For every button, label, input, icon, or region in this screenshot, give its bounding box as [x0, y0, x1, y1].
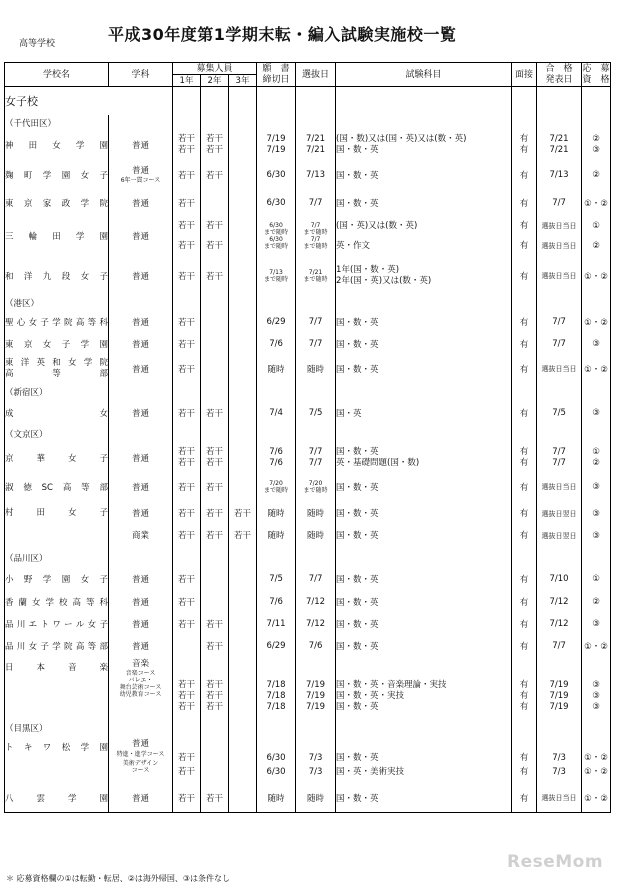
qualification-cell: ①	[582, 567, 611, 591]
qualification-cell: ①・②	[582, 635, 611, 657]
interview-cell: 有	[512, 635, 537, 657]
year2-cell: 若干	[201, 257, 229, 295]
subjects-cell: 国・数・英 国・数・英	[336, 501, 512, 549]
col-interview: 面接	[512, 63, 537, 87]
school-name: 村田女子	[5, 501, 109, 549]
selection-cell: 随時	[296, 785, 336, 813]
selection-cell: 7/21 まで随時	[296, 257, 336, 295]
subjects-cell: 国・数・英	[336, 191, 512, 215]
year1-cell: 若干	[173, 311, 201, 333]
announce-cell: 7/7	[537, 333, 582, 355]
school-type-label: 高等学校	[19, 39, 56, 49]
subjects-cell: 国・数・英	[336, 355, 512, 383]
interview-cell: 有	[512, 591, 537, 613]
school-name: 三輪田学園	[5, 215, 109, 257]
table-row	[5, 737, 611, 785]
table-row	[5, 355, 611, 383]
school-name: 品川女子学院高等部	[5, 635, 109, 657]
school-name: 京華女子	[5, 443, 109, 473]
qualification-cell: ②	[582, 159, 611, 191]
subjects-cell: 国・数・英	[336, 613, 512, 635]
course-cell: 普通	[109, 591, 173, 613]
col-course: 学科	[109, 63, 173, 87]
table-row	[5, 215, 611, 257]
course-cell: 普通	[109, 613, 173, 635]
year2-cell: 若干	[201, 159, 229, 191]
selection-cell: 7/5	[296, 401, 336, 425]
course-cell: 普通	[109, 567, 173, 591]
footnote: ＊ 応募資格欄の①は転勤・転居、②は海外帰国、③は条件なし	[6, 874, 231, 883]
year1-cell: 若干	[173, 785, 201, 813]
school-name: 八雲学園	[5, 785, 109, 813]
course-cell: 普通	[109, 131, 173, 159]
table-row	[5, 613, 611, 635]
selection-cell: 7/13	[296, 159, 336, 191]
selection-cell: 7/3 7/3	[296, 737, 336, 785]
table-row	[5, 657, 611, 719]
course-cell: 普通	[109, 257, 173, 295]
interview-cell: 有	[512, 355, 537, 383]
year2-cell	[201, 737, 229, 785]
year1-cell: 若干 若干	[173, 131, 201, 159]
region-label: （新宿区）	[5, 383, 109, 401]
year3-cell	[229, 215, 257, 257]
year2-cell: 若干 若干	[201, 131, 229, 159]
table-row	[5, 159, 611, 191]
deadline-cell: 7/13 まで随時	[257, 257, 296, 295]
table-row	[5, 131, 611, 159]
interview-cell: 有	[512, 785, 537, 813]
announce-cell: 7/12	[537, 613, 582, 635]
table-row	[5, 311, 611, 333]
subjects-cell: 1年(国・数・英) 2年(国・英)又は(数・英)	[336, 257, 512, 295]
deadline-cell: 7/20 まで随時	[257, 473, 296, 501]
interview-cell: 有	[512, 567, 537, 591]
col-school: 学校名	[5, 63, 109, 87]
announce-cell: 7/19 7/19 7/19	[537, 657, 582, 719]
school-name: 東京家政学院	[5, 191, 109, 215]
table-header	[5, 63, 611, 87]
course-cell: 普通	[109, 635, 173, 657]
selection-cell: 7/7 まで随時 7/7 まで随時	[296, 215, 336, 257]
course-cell: 音楽 音楽コース バレエ・ 舞台芸術コース 幼児教育コース	[109, 657, 173, 719]
col-deadline: 願 書 締切日	[257, 63, 296, 87]
selection-cell: 7/20 まで随時	[296, 473, 336, 501]
subjects-cell: 国・数・英	[336, 333, 512, 355]
subjects-cell: 国・数・英	[336, 159, 512, 191]
announce-cell: 選抜日翌日 選抜日翌日	[537, 501, 582, 549]
school-name: 神田女学園	[5, 131, 109, 159]
deadline-cell: 6/30 6/30	[257, 737, 296, 785]
deadline-cell: 7/5	[257, 567, 296, 591]
table-row	[5, 591, 611, 613]
year3-cell	[229, 355, 257, 383]
selection-cell: 随時 随時	[296, 501, 336, 549]
qualification-cell: ③ ③	[582, 501, 611, 549]
deadline-cell: 7/18 7/18 7/18	[257, 657, 296, 719]
year2-cell: 若干	[201, 635, 229, 657]
course-cell: 普通	[109, 191, 173, 215]
announce-cell: 7/7 7/7	[537, 443, 582, 473]
announce-cell: 7/5	[537, 401, 582, 425]
year2-cell: 若干 若干	[201, 215, 229, 257]
year1-cell: 若干	[173, 159, 201, 191]
school-name: トキワ松学園	[5, 737, 109, 785]
year1-cell: 若干	[173, 613, 201, 635]
qualification-cell: ①・②	[582, 355, 611, 383]
col-year1: 1年	[173, 75, 201, 87]
table-row	[5, 443, 611, 473]
subjects-cell: (国・英)又は(数・英) 英・作文	[336, 215, 512, 257]
course-cell: 普通	[109, 473, 173, 501]
interview-cell: 有 有	[512, 737, 537, 785]
year3-cell	[229, 613, 257, 635]
selection-cell: 7/12	[296, 613, 336, 635]
year1-cell: 若干 若干	[173, 443, 201, 473]
col-qualification: 応 募 資 格	[582, 63, 610, 85]
school-name: 香蘭女学校高等科	[5, 591, 109, 613]
announce-cell: 選抜日当日	[537, 355, 582, 383]
subjects-cell: 国・数・英	[336, 635, 512, 657]
announce-cell: 選抜日当日	[537, 257, 582, 295]
qualification-cell: ①・②	[582, 785, 611, 813]
year3-cell	[229, 311, 257, 333]
announce-cell: 7/3 7/3	[537, 737, 582, 785]
deadline-cell: 6/29	[257, 311, 296, 333]
deadline-cell: 6/30 まで随時 6/30 まで随時	[257, 215, 296, 257]
year3-cell	[229, 737, 257, 785]
course-cell: 普通	[109, 333, 173, 355]
interview-cell: 有	[512, 473, 537, 501]
deadline-cell: 6/29	[257, 635, 296, 657]
announce-cell: 7/12	[537, 591, 582, 613]
selection-cell: 7/6	[296, 635, 336, 657]
course-cell: 普通	[109, 355, 173, 383]
year2-cell	[201, 355, 229, 383]
year1-cell: 若干 若干	[173, 737, 201, 785]
school-name: 麹町学園女子	[5, 159, 109, 191]
col-year3: 3年	[229, 75, 257, 87]
subjects-cell: 国・数・英	[336, 567, 512, 591]
school-name: 小野学園女子	[5, 567, 109, 591]
year3-cell	[229, 191, 257, 215]
year1-cell: 若干	[173, 591, 201, 613]
table-row	[5, 501, 611, 549]
subjects-cell: 国・数・英・音楽理論・実技 国・数・英・実技 国・数・英	[336, 657, 512, 719]
school-name: 聖心女子学院高等科	[5, 311, 109, 333]
subjects-cell: 国・数・英 国・英・美術実技	[336, 737, 512, 785]
year2-cell: 若干	[201, 473, 229, 501]
announce-cell: 選抜日当日 選抜日当日	[537, 215, 582, 257]
region-label: （品川区）	[5, 549, 109, 567]
qualification-cell: ①・②	[582, 191, 611, 215]
year2-cell: 若干 若干	[201, 501, 229, 549]
course-cell: 普通	[109, 443, 173, 473]
col-announce: 合 格 発表日	[537, 63, 582, 87]
interview-cell: 有	[512, 159, 537, 191]
qualification-cell: ②	[582, 591, 611, 613]
school-name: 品川エトワール女子	[5, 613, 109, 635]
page-title: 平成30年度第1学期末転・編入試験実施校一覧	[108, 25, 457, 44]
region-label: （文京区）	[5, 425, 109, 443]
year1-cell: 若干 若干	[173, 501, 201, 549]
table-row	[5, 473, 611, 501]
selection-cell: 7/7 7/7	[296, 443, 336, 473]
subjects-cell: (国・数)又は(国・英)又は(数・英) 国・数・英	[336, 131, 512, 159]
table-row	[5, 401, 611, 425]
year1-cell: 若干	[173, 191, 201, 215]
table-row	[5, 567, 611, 591]
table-row	[5, 635, 611, 657]
announce-cell: 7/21 7/21	[537, 131, 582, 159]
qualification-cell: ①・② ①・②	[582, 737, 611, 785]
year3-cell	[229, 785, 257, 813]
year2-cell	[201, 591, 229, 613]
deadline-cell: 随時	[257, 355, 296, 383]
year2-cell: 若干 若干	[201, 443, 229, 473]
interview-cell: 有 有	[512, 501, 537, 549]
course-cell: 普通 商業	[109, 501, 173, 549]
interview-cell: 有 有	[512, 215, 537, 257]
selection-cell: 7/12	[296, 591, 336, 613]
year3-cell	[229, 443, 257, 473]
qualification-cell: ① ②	[582, 443, 611, 473]
interview-cell: 有 有 有	[512, 657, 537, 719]
qualification-cell: ③	[582, 473, 611, 501]
course-cell: 普通 6年一貫コース	[109, 159, 173, 191]
interview-cell: 有	[512, 191, 537, 215]
deadline-cell: 7/6 7/6	[257, 443, 296, 473]
course-cell: 普通	[109, 311, 173, 333]
region-label: （港区）	[5, 295, 109, 311]
announce-cell: 7/13	[537, 159, 582, 191]
announce-cell: 選抜日当日	[537, 473, 582, 501]
qualification-cell: ③	[582, 613, 611, 635]
school-name: 淑徳SC高等部	[5, 473, 109, 501]
year1-cell: 若干	[173, 567, 201, 591]
deadline-cell: 7/11	[257, 613, 296, 635]
interview-cell: 有	[512, 401, 537, 425]
deadline-cell: 7/6	[257, 591, 296, 613]
announce-cell: 7/7	[537, 191, 582, 215]
year1-cell: 若干	[173, 355, 201, 383]
region-label: （目黒区）	[5, 719, 109, 737]
year2-cell	[201, 191, 229, 215]
course-cell: 普通 特進・進学コース 美術デザイン コース	[109, 737, 173, 785]
selection-cell: 7/7	[296, 191, 336, 215]
selection-cell: 随時	[296, 355, 336, 383]
region-label: （千代田区）	[5, 115, 109, 131]
year3-cell	[229, 657, 257, 719]
year2-cell: 若干	[201, 785, 229, 813]
selection-cell: 7/21 7/21	[296, 131, 336, 159]
interview-cell: 有	[512, 613, 537, 635]
school-name: 成女	[5, 401, 109, 425]
watermark-logo: ReseMom	[507, 852, 604, 872]
qualification-cell: ③	[582, 333, 611, 355]
year2-cell: 若干	[201, 401, 229, 425]
year3-cell	[229, 131, 257, 159]
subjects-cell: 国・数・英	[336, 311, 512, 333]
year3-cell	[229, 635, 257, 657]
interview-cell: 有	[512, 311, 537, 333]
deadline-cell: 6/30	[257, 191, 296, 215]
deadline-cell: 7/4	[257, 401, 296, 425]
selection-cell: 7/7	[296, 333, 336, 355]
table-row	[5, 191, 611, 215]
subjects-cell: 国・数・英	[336, 785, 512, 813]
qualification-cell: ② ③	[582, 131, 611, 159]
subjects-cell: 国・英	[336, 401, 512, 425]
year3-cell: 若干 若干	[229, 501, 257, 549]
year1-cell: 若干 若干 若干	[173, 657, 201, 719]
qualification-cell: ③	[582, 401, 611, 425]
year3-cell	[229, 567, 257, 591]
course-cell: 普通	[109, 215, 173, 257]
qualification-cell: ③ ③ ③	[582, 657, 611, 719]
course-cell: 普通	[109, 785, 173, 813]
year1-cell	[173, 635, 201, 657]
deadline-cell: 7/6	[257, 333, 296, 355]
deadline-cell: 6/30	[257, 159, 296, 191]
col-year2: 2年	[201, 75, 229, 87]
col-selection: 選抜日	[296, 63, 336, 87]
col-subjects: 試験科目	[336, 63, 512, 87]
interview-cell: 有	[512, 257, 537, 295]
year3-cell	[229, 591, 257, 613]
announce-cell: 7/7	[537, 635, 582, 657]
year2-cell	[201, 333, 229, 355]
year3-cell	[229, 473, 257, 501]
subjects-cell: 国・数・英	[336, 473, 512, 501]
qualification-cell: ① ②	[582, 215, 611, 257]
year1-cell: 若干	[173, 257, 201, 295]
year1-cell: 若干 若干	[173, 215, 201, 257]
selection-cell: 7/7	[296, 567, 336, 591]
qualification-cell: ①・②	[582, 257, 611, 295]
year3-cell	[229, 159, 257, 191]
school-name: 東洋英和女学院 高等部	[5, 355, 109, 383]
interview-cell: 有 有	[512, 131, 537, 159]
year1-cell: 若干	[173, 473, 201, 501]
school-name: 日本音楽	[5, 657, 109, 719]
deadline-cell: 随時 随時	[257, 501, 296, 549]
year2-cell: 若干 若干 若干	[201, 657, 229, 719]
school-name: 東京女子学園	[5, 333, 109, 355]
year3-cell	[229, 333, 257, 355]
year2-cell: 若干	[201, 613, 229, 635]
section-title: 女子校	[5, 87, 173, 115]
year2-cell	[201, 567, 229, 591]
qualification-cell: ①・②	[582, 311, 611, 333]
year2-cell	[201, 311, 229, 333]
year3-cell	[229, 257, 257, 295]
interview-cell: 有	[512, 333, 537, 355]
interview-cell: 有 有	[512, 443, 537, 473]
subjects-cell: 国・数・英	[336, 591, 512, 613]
announce-cell: 7/10	[537, 567, 582, 591]
table-row	[5, 785, 611, 813]
table-row	[5, 333, 611, 355]
year1-cell: 若干	[173, 333, 201, 355]
school-name: 和洋九段女子	[5, 257, 109, 295]
selection-cell: 7/19 7/19 7/19	[296, 657, 336, 719]
course-cell: 普通	[109, 401, 173, 425]
col-recruit: 募集人員	[173, 63, 257, 75]
deadline-cell: 7/19 7/19	[257, 131, 296, 159]
deadline-cell: 随時	[257, 785, 296, 813]
selection-cell: 7/7	[296, 311, 336, 333]
year3-cell	[229, 401, 257, 425]
year1-cell: 若干	[173, 401, 201, 425]
announce-cell: 選抜日当日	[537, 785, 582, 813]
subjects-cell: 国・数・英 英・基礎問題(国・数)	[336, 443, 512, 473]
table-row	[5, 257, 611, 295]
transfer-exam-table	[4, 62, 611, 813]
announce-cell: 7/7	[537, 311, 582, 333]
